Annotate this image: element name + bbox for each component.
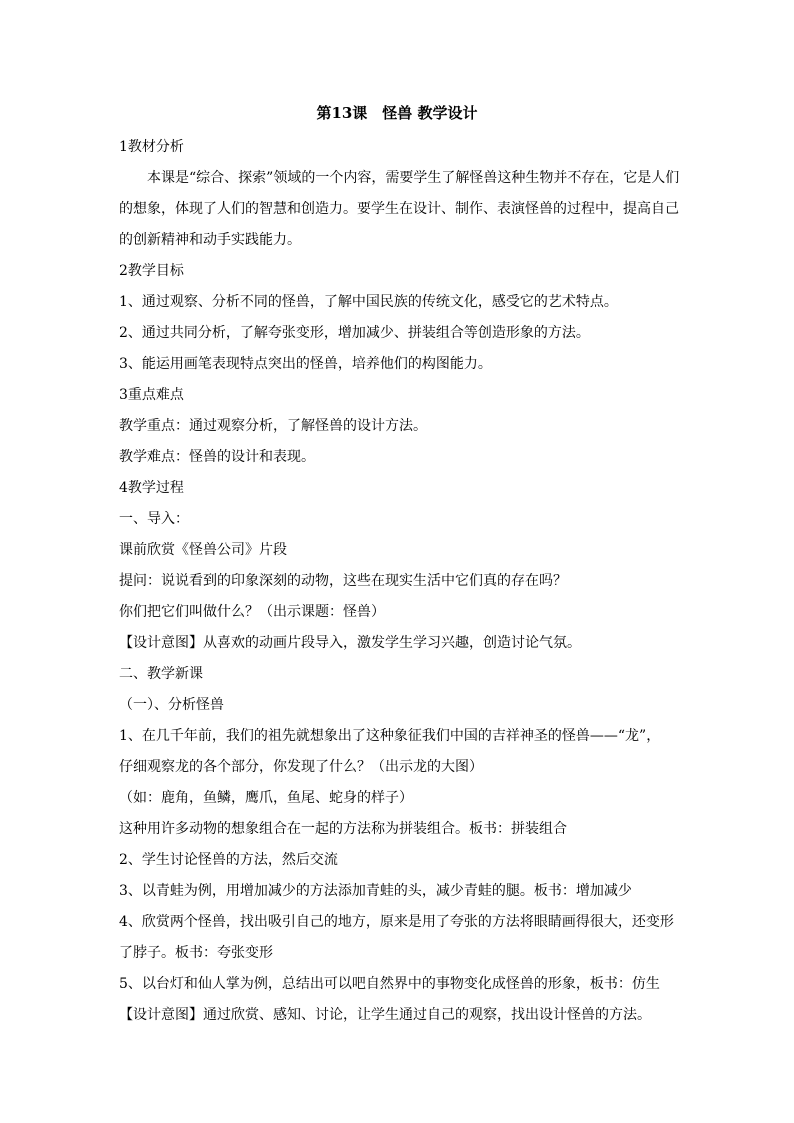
list-item: 1、通过观察、分析不同的怪兽，了解中国民族的传统文化，感受它的艺术特点。 xyxy=(119,294,618,310)
paragraph-line: 提问：说说看到的印象深刻的动物，这些在现实生活中它们真的存在吗？ xyxy=(119,573,567,589)
subsection-heading: 二、教学新课 xyxy=(119,666,203,682)
document-title: 第13课 怪兽 教学设计 xyxy=(316,104,478,122)
section-heading-process: 4教学过程 xyxy=(119,480,184,496)
list-item: 3、以青蛙为例，用增加减少的方法添加青蛙的头，减少青蛙的腿。板书：增加减少 xyxy=(119,883,632,899)
paragraph-line: 教学重点：通过观察分析，了解怪兽的设计方法。 xyxy=(119,418,427,434)
paragraph-line: 的创新精神和动手实践能力。 xyxy=(119,232,301,248)
paragraph-line: （如：鹿角，鱼鳞，鹰爪，鱼尾、蛇身的样子） xyxy=(119,790,413,806)
paragraph-line: 你们把它们叫做什么？（出示课题：怪兽） xyxy=(119,604,385,620)
list-item: 2、通过共同分析，了解夸张变形，增加减少、拼装组合等创造形象的方法。 xyxy=(119,325,590,341)
paragraph-line: 这种用许多动物的想象组合在一起的方法称为拼装组合。板书：拼装组合 xyxy=(119,821,567,837)
subsection-heading: （一）、分析怪兽 xyxy=(119,697,224,713)
document-body xyxy=(119,132,679,1031)
list-item: 5、以台灯和仙人掌为例，总结出可以吧自然界中的事物变化成怪兽的形象，板书：仿生 xyxy=(119,976,660,992)
list-item: 4、欣赏两个怪兽，找出吸引自己的地方，原来是用了夸张的方法将眼睛画得很大，还变形 xyxy=(119,914,674,930)
paragraph-line: 的想象，体现了人们的智慧和创造力。要学生在设计、制作、表演怪兽的过程中，提高自己 xyxy=(119,201,679,217)
section-heading-key-points: 3重点难点 xyxy=(119,387,184,403)
design-intent-note: 【设计意图】通过欣赏、感知、讨论，让学生通过自己的观察，找出设计怪兽的方法。 xyxy=(119,1007,651,1023)
paragraph-line: 本课是“综合、探索”领域的一个内容，需要学生了解怪兽这种生物并不存在，它是人们 xyxy=(147,170,679,186)
list-item: 1、在几千年前，我们的祖先就想象出了这种象征我们中国的吉祥神圣的怪兽——“龙”， xyxy=(119,728,661,744)
section-heading-analysis: 1教材分析 xyxy=(119,139,184,155)
design-intent-note: 【设计意图】从喜欢的动画片段导入，激发学生学习兴趣，创造讨论气氛。 xyxy=(119,635,581,651)
list-item: 2、学生讨论怪兽的方法，然后交流 xyxy=(119,852,338,868)
paragraph-line: 课前欣赏《怪兽公司》片段 xyxy=(119,542,287,558)
subsection-heading: 一、导入： xyxy=(119,511,189,527)
list-item: 3、能运用画笔表现特点突出的怪兽，培养他们的构图能力。 xyxy=(119,356,492,372)
paragraph-line: 仔细观察龙的各个部分，你发现了什么？（出示龙的大图） xyxy=(119,759,483,775)
section-heading-goals: 2教学目标 xyxy=(119,263,184,279)
paragraph-line: 了脖子。板书：夸张变形 xyxy=(119,945,273,961)
paragraph-line: 教学难点：怪兽的设计和表现。 xyxy=(119,449,315,465)
